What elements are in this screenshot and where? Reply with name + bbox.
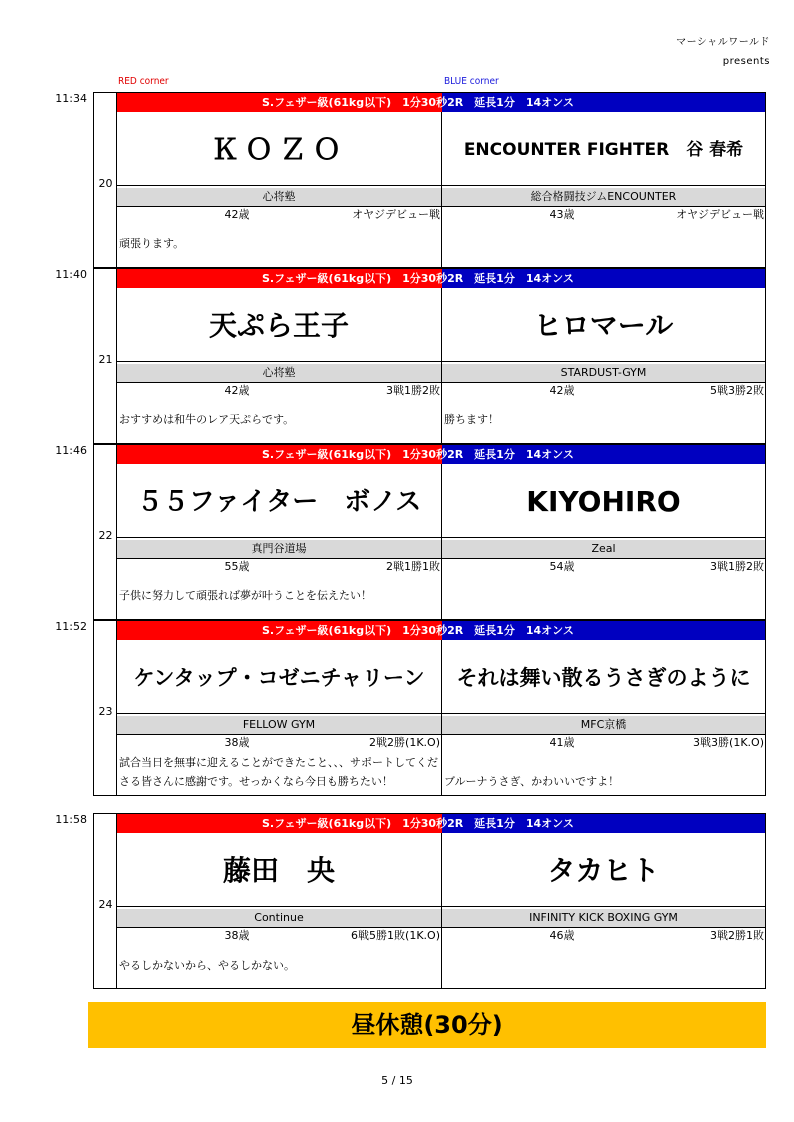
bout-rules: S.フェザー級(61kg以下) 1分30秒2R 延長1分 14オンス — [262, 96, 574, 109]
fighter-record: オヤジデビュー戦 — [676, 208, 764, 221]
red-fighter — [117, 112, 441, 240]
fighter-name: KIYOHIRO — [526, 485, 681, 518]
fighter-age: 54歳 — [549, 560, 575, 573]
fighter-gym: Continue — [117, 909, 441, 927]
fighter-name: 天ぷら王子 — [208, 309, 349, 342]
fighter-age: 38歳 — [224, 929, 250, 942]
bout-card — [116, 268, 766, 444]
fighter-name: それは舞い散るうさぎのように — [456, 666, 751, 690]
fighter-record: 3戦1勝2敗 — [710, 560, 764, 573]
bout-number: 22 — [98, 529, 113, 542]
bout-time: 11:58 — [55, 813, 87, 826]
bout-number-cell — [93, 268, 116, 444]
red-corner-label: RED corner — [118, 76, 169, 87]
blue-fighter — [442, 833, 765, 961]
fighter-gym: STARDUST-GYM — [442, 364, 765, 382]
fighter-record: 6戦5勝1敗(1K.O) — [351, 929, 440, 942]
fighter-gym: 真門谷道場 — [117, 540, 441, 558]
bout-number: 21 — [98, 353, 113, 366]
fighter-comment: 試合当日を無事に迎えることができたこと、、、サポートしてくださる皆さんに感謝です。せっかくなら今日も勝ちたい！ — [119, 756, 438, 788]
fighter-age: 42歳 — [224, 208, 250, 221]
fighter-record: 3戦3勝(1K.O) — [693, 736, 764, 749]
bout-time: 11:34 — [55, 92, 87, 105]
fighter-record: 3戦1勝2敗 — [386, 384, 440, 397]
bout-number: 24 — [98, 898, 113, 911]
fighter-age: 42歳 — [549, 384, 575, 397]
lunch-break-banner: 昼休憩(30分) — [88, 1002, 766, 1048]
fighter-record: 2戦1勝1敗 — [386, 560, 440, 573]
page-number: 5 / 15 — [381, 1074, 413, 1087]
bout-rules: S.フェザー級(61kg以下) 1分30秒2R 延長1分 14オンス — [262, 448, 574, 461]
fighter-name: ５５ファイター ボノス — [136, 487, 422, 517]
bout-time: 11:52 — [55, 620, 87, 633]
fighter-record: 5戦3勝2敗 — [710, 384, 764, 397]
blue-fighter — [442, 464, 765, 592]
fighter-name: ケンタップ・コゼニチャリーン — [133, 666, 425, 690]
fighter-gym: 心将塾 — [117, 364, 441, 382]
bout-row — [55, 444, 766, 620]
header-org: マーシャルワールド — [676, 37, 770, 48]
bout-number: 23 — [98, 705, 113, 718]
fighter-age: 46歳 — [549, 929, 575, 942]
bout-card — [116, 813, 766, 989]
fighter-gym: Zeal — [442, 540, 765, 558]
bout-banner — [117, 814, 765, 833]
fighter-name: ヒロマール — [533, 309, 674, 342]
bout-row — [55, 268, 766, 444]
blue-fighter — [442, 640, 765, 768]
bout-number-cell — [93, 620, 116, 796]
bout-row — [55, 620, 766, 796]
bout-banner — [117, 269, 765, 288]
fighter-record: 2戦2勝(1K.O) — [369, 736, 440, 749]
fighter-comment: やるしかないから、やるしかない。 — [119, 959, 295, 972]
fighter-comment: ブルーナうさぎ、かわいいですよ！ — [444, 775, 620, 788]
bout-row — [55, 92, 766, 268]
fighter-age: 43歳 — [549, 208, 575, 221]
bout-number: 20 — [98, 177, 113, 190]
bout-number-cell — [93, 92, 116, 268]
bout-number-cell — [93, 444, 116, 620]
header-presents: presents — [722, 56, 770, 67]
fighter-comment: 勝ちます！ — [444, 413, 499, 426]
bout-banner — [117, 93, 765, 112]
fighter-record: オヤジデビュー戦 — [352, 208, 440, 221]
fighter-record: 3戦2勝1敗 — [710, 929, 764, 942]
fighter-age: 38歳 — [224, 736, 250, 749]
bout-card — [116, 620, 766, 796]
fighter-name: 藤田 央 — [222, 854, 335, 887]
bout-rules: S.フェザー級(61kg以下) 1分30秒2R 延長1分 14オンス — [262, 272, 574, 285]
red-fighter — [117, 833, 441, 961]
bout-time: 11:40 — [55, 268, 87, 281]
bout-row — [55, 813, 766, 989]
fighter-age: 42歳 — [224, 384, 250, 397]
blue-fighter — [442, 112, 765, 240]
fighter-gym: INFINITY KICK BOXING GYM — [442, 909, 765, 927]
fighter-gym: 心将塾 — [117, 188, 441, 206]
fighter-name: タカヒト — [547, 854, 660, 887]
bout-banner — [117, 621, 765, 640]
fighter-gym: FELLOW GYM — [117, 716, 441, 734]
fighter-gym: MFC京橋 — [442, 716, 765, 734]
fighter-age: 41歳 — [549, 736, 575, 749]
bout-number-cell — [93, 813, 116, 989]
fighter-comment: 頑張ります。 — [119, 237, 185, 250]
fighter-gym: 総合格闘技ジムENCOUNTER — [442, 188, 765, 206]
red-fighter — [117, 464, 441, 592]
fighter-age: 55歳 — [224, 560, 250, 573]
bout-time: 11:46 — [55, 444, 87, 457]
bout-banner — [117, 445, 765, 464]
bout-card — [116, 92, 766, 268]
red-fighter — [117, 640, 441, 768]
bout-rules: S.フェザー級(61kg以下) 1分30秒2R 延長1分 14オンス — [262, 817, 574, 830]
bout-card — [116, 444, 766, 620]
blue-fighter — [442, 288, 765, 416]
fighter-comment: おすすめは和牛のレア天ぷらです。 — [119, 413, 295, 426]
fighter-comment: 子供に努力して頑張れば夢が叶うことを伝えたい！ — [119, 589, 372, 602]
fighter-name: ＫＯＺＯ — [210, 133, 347, 166]
red-fighter — [117, 288, 441, 416]
fighter-name: ENCOUNTER FIGHTER 谷 春希 — [463, 140, 744, 160]
blue-corner-label: BLUE corner — [444, 76, 499, 87]
bout-rules: S.フェザー級(61kg以下) 1分30秒2R 延長1分 14オンス — [262, 624, 574, 637]
